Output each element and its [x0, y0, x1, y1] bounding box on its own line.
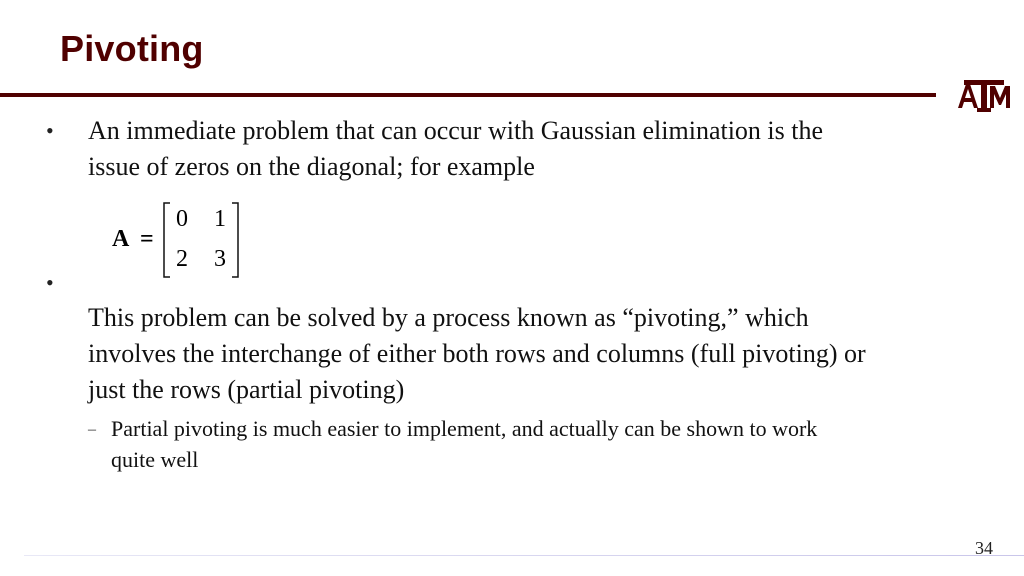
sub-bullet-text [111, 413, 951, 475]
matrix-cell: 2 [176, 246, 188, 272]
footer-divider [24, 555, 1024, 556]
matrix [162, 201, 240, 279]
bullet-1-text [88, 113, 823, 185]
bullet-1-line-2: issue of zeros on the diagonal; for example [88, 152, 535, 181]
title-divider [0, 93, 936, 97]
sub-bullet-marker: – [88, 421, 96, 438]
matrix-brackets [162, 201, 240, 279]
bullet-2-line-1: This problem can be solved by a process known as “pivoting,” which [88, 303, 809, 332]
matrix-equals: = [140, 226, 154, 252]
matrix-cell: 0 [176, 206, 188, 232]
page-number: 34 [975, 538, 993, 558]
matrix-cell: 3 [214, 246, 226, 272]
sub-bullet-line-2: quite well [111, 447, 199, 472]
matrix-label: A [112, 226, 130, 252]
texas-am-logo-icon [956, 78, 1012, 114]
bullet-marker: • [46, 118, 54, 143]
bullet-2-line-2: involves the interchange of either both rows and columns (full pivoting) or [88, 339, 866, 368]
slide-title: Pivoting [60, 28, 204, 69]
sub-bullet-line-1: Partial pivoting is much easier to implement, and actually can be shown to work [111, 416, 818, 441]
bullet-marker: • [46, 270, 54, 295]
bullet-1-line-1: An immediate problem that can occur with Gaussian elimination is the [88, 116, 824, 145]
bullet-2-text [88, 300, 866, 408]
matrix-cell: 1 [214, 206, 226, 232]
bullet-2-line-3: just the rows (partial pivoting) [88, 375, 405, 404]
